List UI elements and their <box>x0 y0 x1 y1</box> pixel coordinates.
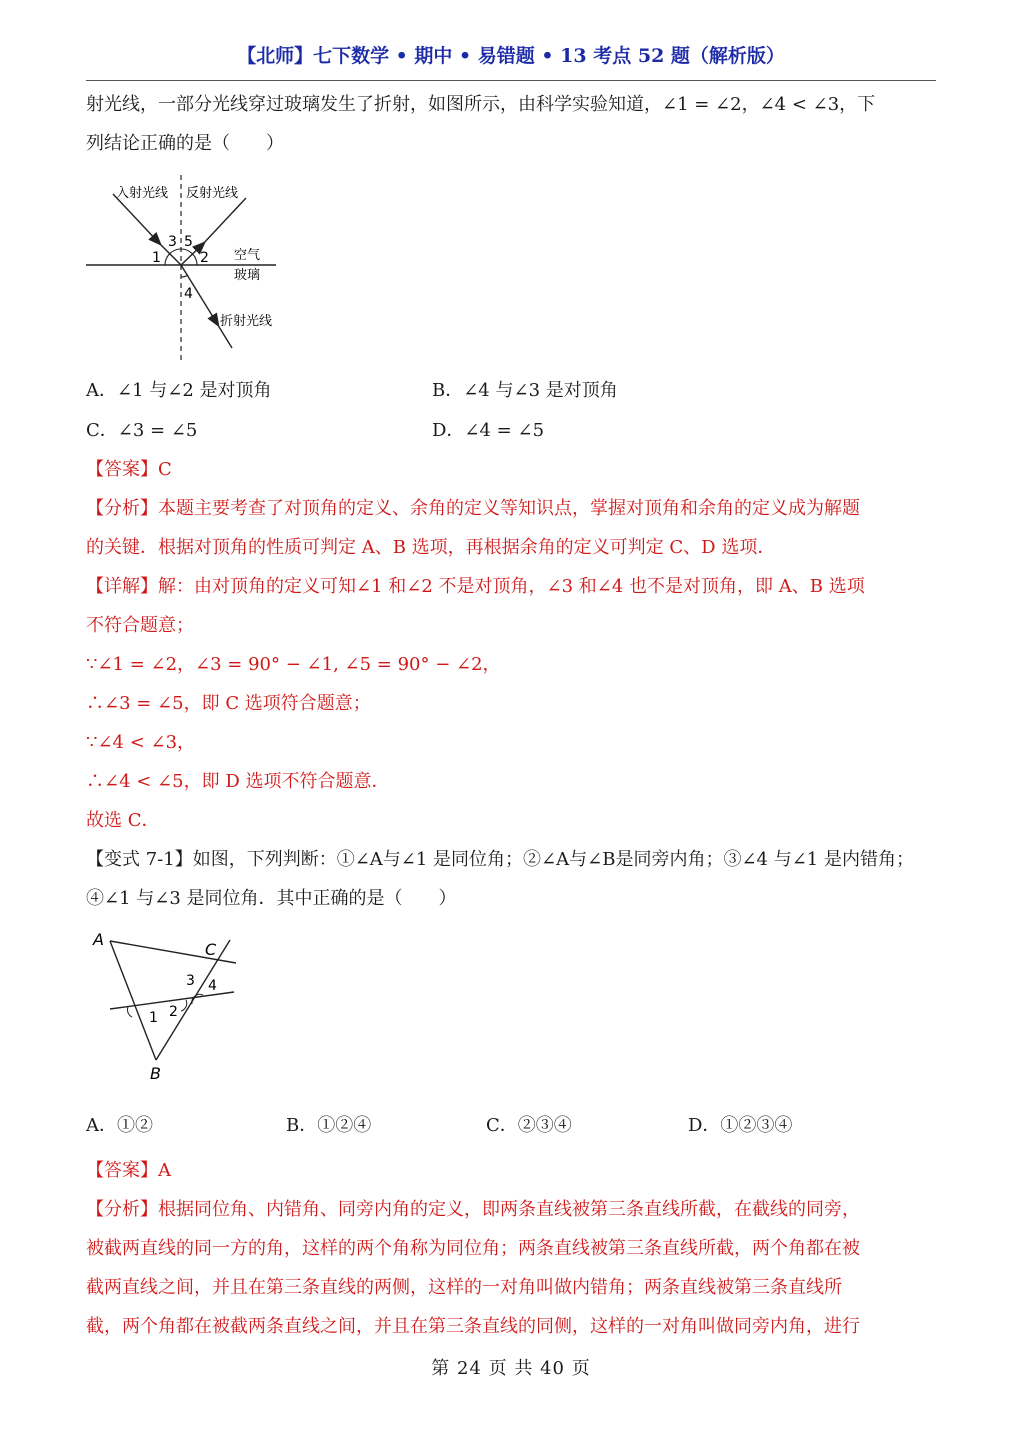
header-title: 【北师】七下数学 • 期中 • 易错题 • 13 考点 52 题（解析版） <box>237 45 785 67</box>
q2-stem-line2: ④∠1 与∠3 是同位角．其中正确的是（ ） <box>86 888 457 909</box>
q1-stem-line1: 射光线，一部分光线穿过玻璃发生了折射，如图所示，由科学实验知道，∠1 = ∠2，∠4 < ∠3，下 <box>86 94 876 115</box>
angle-label-3: 3 <box>168 234 177 250</box>
angle-label-2: 2 <box>169 1004 178 1020</box>
angle-label-2: 2 <box>200 250 209 266</box>
analysis-text: 根据同位角、内错角、同旁内角的定义，即两条直线被第三条直线所截，在截线的同旁， <box>158 1199 860 1220</box>
line-ab <box>110 941 156 1060</box>
q1-detail-line2: 不符合题意； <box>86 615 194 636</box>
detail-label: 【详解】 <box>86 576 158 597</box>
q2-option-b: B．①②④ <box>286 1115 372 1136</box>
vertex-c: C <box>205 940 217 959</box>
answer-label: 【答案】 <box>86 459 158 480</box>
incident-ray <box>113 194 160 244</box>
q1-analysis-line2: 的关键．根据对顶角的性质可判定 A、B 选项，再根据余角的定义可判定 C、D 选项． <box>86 537 776 558</box>
q2-analysis-line3: 截两直线之间，并且在第三条直线的两侧，这样的一对角叫做内错角；两条直线被第三条直线所 <box>86 1277 842 1298</box>
q2-option-c: C．②③④ <box>486 1115 572 1136</box>
q1-detail-line1 <box>86 574 865 600</box>
label-incident: 入射光线 <box>116 186 169 201</box>
q2-analysis-line2: 被截两直线的同一方的角，这样的两个角称为同位角；两条直线被第三条直线所截，两个角都在被 <box>86 1238 860 1259</box>
angle-label-1: 1 <box>149 1010 158 1026</box>
q1-option-b: B．∠4 与∠3 是对顶角 <box>432 380 618 401</box>
q1-option-d: D．∠4 = ∠5 <box>432 420 545 441</box>
angle-arc-lower <box>181 275 188 277</box>
page-header <box>86 40 936 81</box>
line-bc-extended <box>156 940 230 1060</box>
page-number: 第 24 页 共 40 页 <box>431 1358 591 1379</box>
q1-analysis-line1 <box>86 496 860 522</box>
q1-detail-line4: ∴∠3 = ∠5，即 C 选项符合题意； <box>86 693 371 714</box>
q2-analysis-line1 <box>86 1197 860 1223</box>
q2-stem-text: 如图，下列判断：①∠A与∠1 是同位角；②∠A与∠B是同旁内角；③∠4 与∠1 是内错角； <box>192 849 914 870</box>
q1-detail-line6: ∴∠4 < ∠5，即 D 选项不符合题意． <box>86 771 390 792</box>
analysis-label: 【分析】 <box>86 1199 158 1220</box>
vertex-a: A <box>93 930 104 949</box>
q1-stem-line2: 列结论正确的是（ ） <box>86 133 284 154</box>
q2-option-a: A．①② <box>86 1115 153 1136</box>
angle-label-4: 4 <box>184 286 193 302</box>
angle-label-1: 1 <box>152 250 161 266</box>
label-refracted: 折射光线 <box>220 314 273 329</box>
analysis-label: 【分析】 <box>86 498 158 519</box>
detail-text: 解：由对顶角的定义可知∠1 和∠2 不是对顶角，∠3 和∠4 也不是对顶角，即 A、B 选项 <box>158 576 865 597</box>
q1-detail-line7: 故选 C． <box>86 810 160 831</box>
label-air: 空气 <box>234 248 261 263</box>
vertex-b: B <box>150 1064 161 1083</box>
answer-label: 【答案】 <box>86 1160 158 1181</box>
triangle-figure <box>86 925 246 1085</box>
q2-option-d: D．①②③④ <box>688 1115 793 1136</box>
q1-detail-line3: ∵∠1 = ∠2，∠3 = 90° − ∠1, ∠5 = 90° − ∠2， <box>86 654 501 675</box>
angle-arc-2 <box>181 1000 187 1011</box>
q1-option-a: A．∠1 与∠2 是对顶角 <box>86 380 272 401</box>
angle-arc-1 <box>127 1007 132 1017</box>
page-footer <box>0 1354 1022 1380</box>
label-reflected: 反射光线 <box>186 186 239 201</box>
q2-tag: 【变式 7-1】 <box>86 849 193 870</box>
q2-analysis-line4: 截，两个角都在被截两条直线之间，并且在第三条直线的同侧，这样的一对角叫做同旁内角，进行 <box>86 1316 860 1337</box>
answer-value: A <box>158 1160 171 1181</box>
angle-label-4: 4 <box>208 978 217 994</box>
analysis-text: 本题主要考查了对顶角的定义、余角的定义等知识点，掌握对顶角和余角的定义成为解题 <box>158 498 860 519</box>
angle-label-3: 3 <box>186 973 195 989</box>
angle-label-5: 5 <box>184 234 193 250</box>
q2-stem-line1 <box>86 847 914 873</box>
label-glass: 玻璃 <box>234 268 261 283</box>
q1-answer <box>86 457 172 483</box>
refraction-figure <box>80 170 300 370</box>
q1-option-c: C．∠3 = ∠5 <box>86 420 198 441</box>
q1-detail-line5: ∵∠4 < ∠3， <box>86 732 196 753</box>
q2-answer <box>86 1158 171 1184</box>
answer-value: C <box>158 459 172 480</box>
